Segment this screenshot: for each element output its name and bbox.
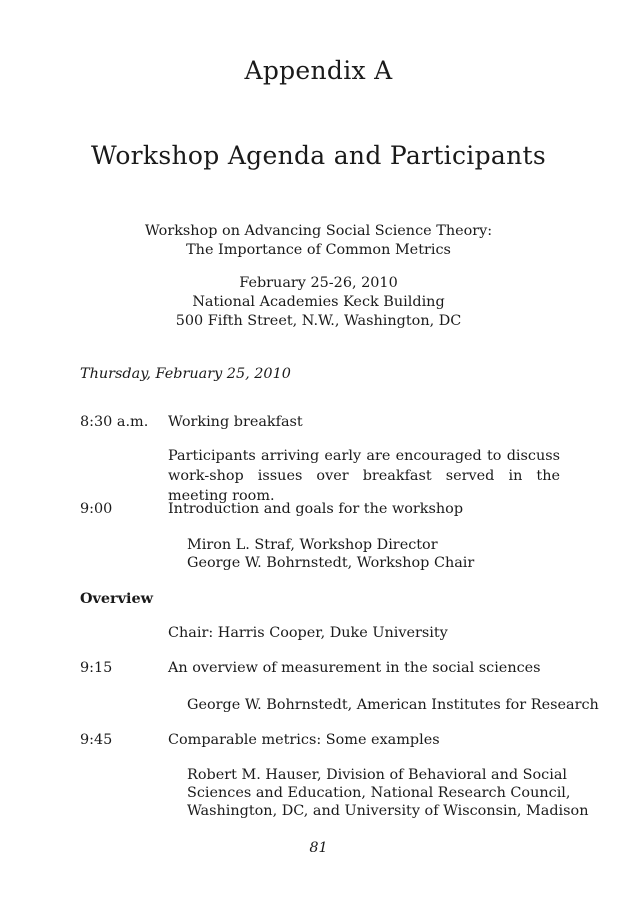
agenda-speaker: George W. Bohrnstedt, Workshop Chair: [187, 555, 475, 571]
agenda-speaker: Washington, DC, and University of Wisconsin, Madison: [187, 803, 589, 819]
workshop-venue: National Academies Keck Building: [192, 294, 445, 310]
agenda-item-title: Comparable metrics: Some examples: [168, 732, 440, 748]
workshop-dates: February 25-26, 2010: [239, 275, 398, 291]
agenda-time: 8:30 a.m.: [80, 414, 149, 430]
appendix-heading: Appendix A: [244, 56, 393, 85]
workshop-title-line1: Workshop on Advancing Social Science Theory:: [144, 223, 493, 239]
agenda-item-title: Introduction and goals for the workshop: [168, 501, 464, 517]
section-heading: Overview: [80, 590, 154, 607]
agenda-item-title: An overview of measurement in the social sciences: [168, 660, 541, 676]
agenda-speaker: Robert M. Hauser, Division of Behavioral and Social: [187, 767, 567, 783]
agenda-speaker: Miron L. Straf, Workshop Director: [187, 537, 438, 553]
agenda-speaker: George W. Bohrnstedt, American Institutes for Research: [187, 697, 599, 713]
day-heading: Thursday, February 25, 2010: [80, 366, 291, 382]
page-title: Workshop Agenda and Participants: [91, 141, 546, 170]
workshop-address: 500 Fifth Street, N.W., Washington, DC: [175, 313, 462, 329]
session-chair: Chair: Harris Cooper, Duke University: [168, 625, 448, 641]
agenda-item-title: Working breakfast: [168, 414, 303, 430]
agenda-time: 9:15: [80, 660, 113, 676]
agenda-time: 9:45: [80, 732, 113, 748]
agenda-time: 9:00: [80, 501, 113, 517]
agenda-item-note: Participants arriving early are encouraged to discuss work-shop issues over breakfast served in the meeting room.: [168, 448, 560, 504]
agenda-speaker: Sciences and Education, National Research Council,: [187, 785, 571, 801]
page-number: 81: [309, 840, 328, 856]
workshop-title-line2: The Importance of Common Metrics: [186, 242, 451, 258]
